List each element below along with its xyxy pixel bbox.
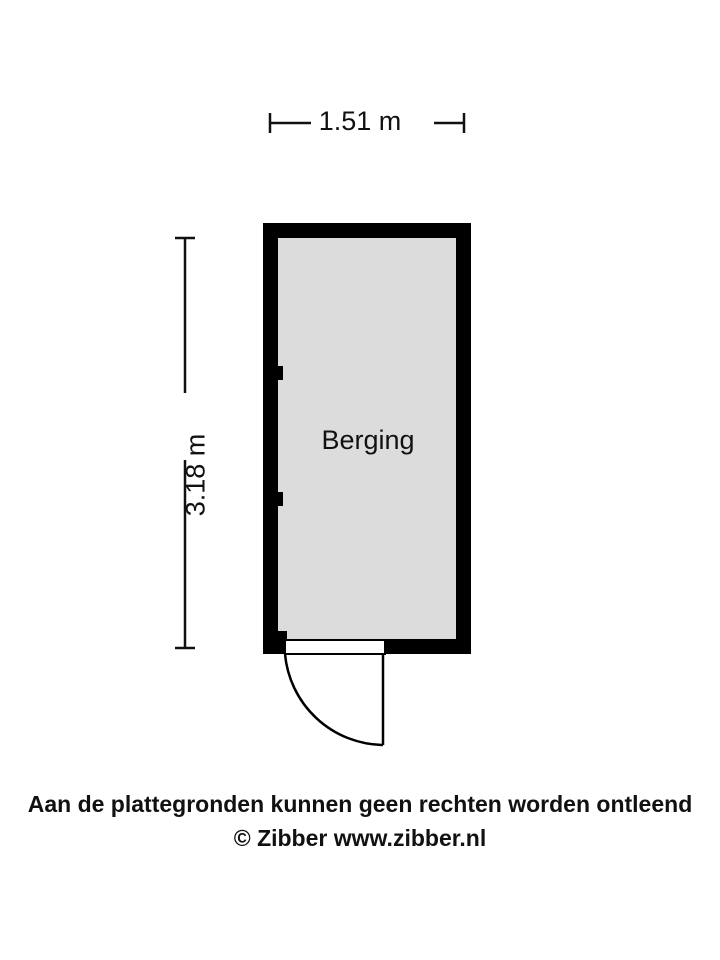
- wall-corner-block: [263, 631, 287, 654]
- footer-copyright: © Zibber www.zibber.nl: [233, 825, 487, 851]
- height-dimension-label: 3.18 m: [180, 433, 211, 517]
- door-swing-icon: [285, 654, 383, 745]
- footer-disclaimer: Aan de plattegronden kunnen geen rechten worden ontleend: [27, 791, 693, 817]
- room-name-label: Berging: [321, 425, 415, 455]
- width-dimension-label: 1.51 m: [318, 106, 402, 136]
- wall-nib-lower: [263, 492, 283, 506]
- wall-nib-upper: [263, 366, 283, 380]
- door-opening: [285, 640, 385, 654]
